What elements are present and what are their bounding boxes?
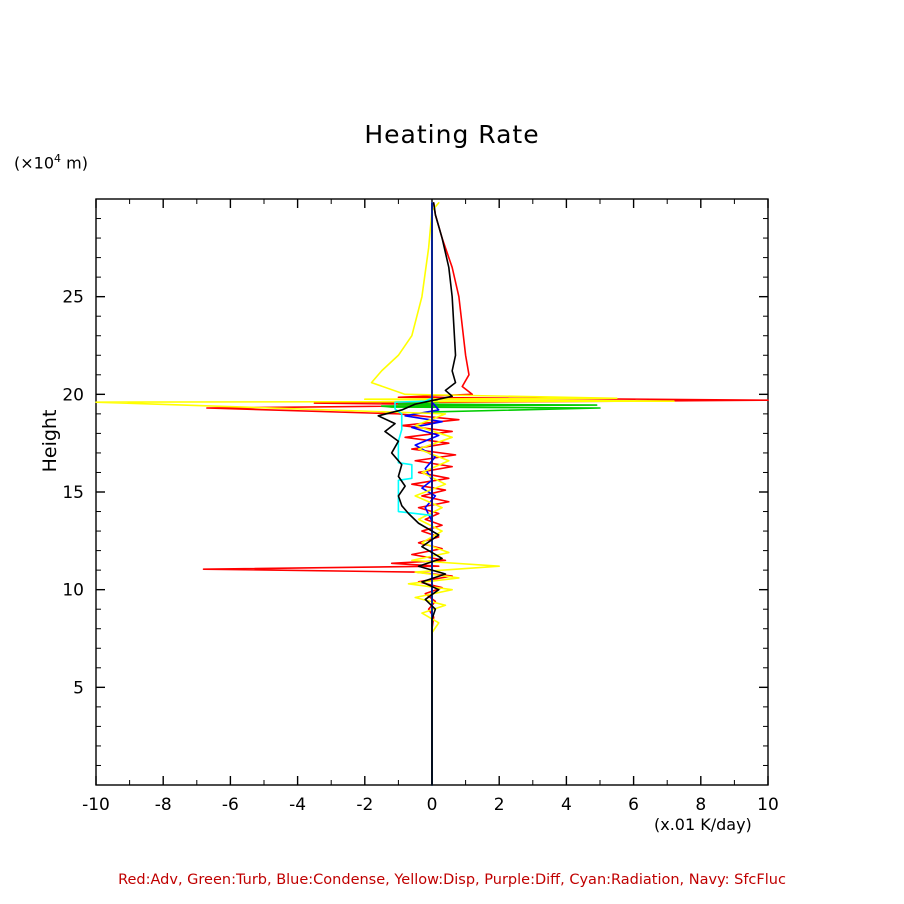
x-tick-label: -8 <box>154 795 172 815</box>
y-axis-label: Height <box>39 409 61 473</box>
y-tick-label: 20 <box>62 385 84 406</box>
x-tick-label: 6 <box>628 795 640 815</box>
y-axis-unit-label: ($\times 10^4$ m) <box>14 152 88 173</box>
series-line-disp <box>96 203 674 785</box>
y-tick-label: 5 <box>73 678 84 699</box>
page-title: Heating Rate <box>364 120 540 149</box>
x-tick-label: -10 <box>82 795 110 815</box>
y-tick-label: 15 <box>62 483 84 503</box>
series-line-adv <box>204 203 768 785</box>
legend: Red:Adv, Green:Turb, Blue:Condense, Yellow:Disp, Purple:Diff, Cyan:Radiation, Navy: SfcFluc <box>118 872 786 888</box>
x-tick-label: -4 <box>289 795 307 815</box>
y-tick-label: 10 <box>62 580 84 601</box>
series-line-turb <box>382 203 600 785</box>
y-tick-label: 25 <box>62 287 84 308</box>
x-tick-label: -6 <box>221 795 239 815</box>
x-tick-label: -2 <box>356 795 374 815</box>
x-tick-label: 10 <box>757 795 779 815</box>
series-line-total <box>378 203 455 785</box>
x-tick-label: 2 <box>493 795 505 815</box>
x-tick-label: 8 <box>695 795 707 815</box>
x-axis-label: (x.01 K/day) <box>654 815 752 834</box>
x-tick-label: 0 <box>426 795 438 815</box>
x-tick-label: 4 <box>560 795 572 815</box>
